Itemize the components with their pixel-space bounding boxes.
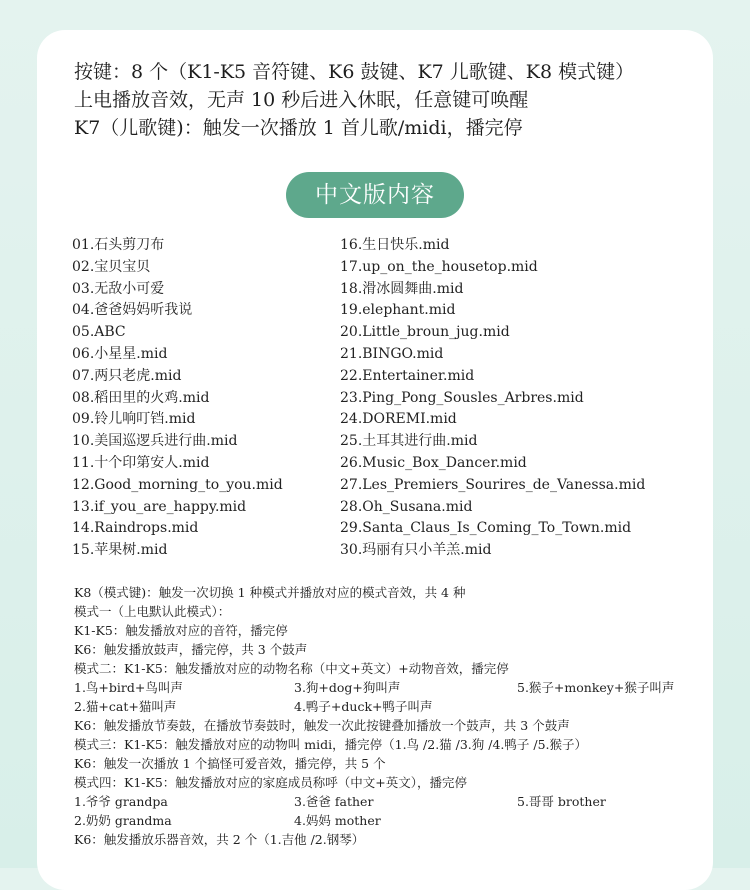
song-item: 19.elephant.mid	[340, 302, 456, 319]
song-item: 10.美国巡逻兵进行曲.mid	[72, 433, 238, 450]
mode-k8-description: K8（模式键)：触发一次切换 1 种模式并播放对应的模式音效，共 4 种	[74, 585, 466, 600]
song-item: 17.up_on_the_housetop.mid	[340, 258, 538, 275]
animal-item: 5.猴子+monkey+猴子叫声	[517, 680, 675, 695]
song-item: 23.Ping_Pong_Sousles_Arbres.mid	[340, 389, 584, 406]
intro-line-k7: K7（儿歌键)：触发一次播放 1 首儿歌/midi，播完停	[74, 117, 523, 139]
chinese-version-badge: 中文版内容	[286, 172, 464, 218]
song-item: 22.Entertainer.mid	[340, 367, 475, 384]
animal-item: 2.猫+cat+猫叫声	[74, 699, 177, 714]
song-list-left	[72, 235, 283, 562]
song-item: 30.玛丽有只小羊羔.mid	[340, 542, 492, 559]
animal-item: 1.鸟+bird+鸟叫声	[74, 680, 183, 695]
song-item: 03.无敌小可爱	[72, 280, 165, 297]
mode-four-family-row-2	[74, 811, 587, 830]
song-item: 20.Little_broun_jug.mid	[340, 324, 510, 341]
song-item: 04.爸爸妈妈听我说	[72, 302, 193, 319]
animal-item: 3.狗+dog+狗叫声	[294, 680, 401, 695]
mode-four-title: 模式四：K1-K5：触发播放对应的家庭成员称呼（中文+英文），播完停	[74, 775, 468, 790]
song-item: 28.Oh_Susana.mid	[340, 498, 473, 515]
family-item: 3.爸爸 father	[294, 794, 374, 809]
mode-two-animals-row-2	[74, 697, 587, 716]
intro-line-keys: 按键：8 个（K1-K5 音符键、K6 鼓键、K7 儿歌键、K8 模式键）	[74, 61, 635, 83]
intro-section	[74, 58, 634, 142]
song-item: 02.宝贝宝贝	[72, 258, 151, 275]
song-item: 21.BINGO.mid	[340, 345, 444, 362]
song-item: 11.十个印第安人.mid	[72, 454, 210, 471]
song-item: 15.苹果树.mid	[72, 542, 168, 559]
song-item: 14.Raindrops.mid	[72, 520, 199, 537]
mode-four-family-row-1	[74, 792, 606, 811]
animal-item: 4.鸭子+duck+鸭子叫声	[294, 699, 433, 714]
song-item: 01.石头剪刀布	[72, 237, 165, 253]
song-item: 07.两只老虎.mid	[72, 367, 182, 384]
mode-three-k6: K6：触发一次播放 1 个搞怪可爱音效，播完停，共 5 个	[74, 756, 386, 771]
song-item: 16.生日快乐.mid	[340, 237, 450, 253]
song-item: 26.Music_Box_Dancer.mid	[340, 454, 527, 471]
intro-line-sleep: 上电播放音效，无声 10 秒后进入休眠，任意键可唤醒	[74, 89, 529, 111]
mode-four-k6: K6：触发播放乐器音效，共 2 个（1.吉他 /2.钢琴）	[74, 832, 365, 847]
mode-two-title: 模式二：K1-K5：触发播放对应的动物名称（中文+英文）+动物音效，播完停	[74, 661, 509, 676]
mode-two-k6: K6：触发播放节奏鼓，在播放节奏鼓时，触发一次此按键叠加播放一个鼓声，共 3 个鼓声	[74, 718, 570, 733]
song-item: 27.Les_Premiers_Sourires_de_Vanessa.mid	[340, 476, 646, 493]
family-item: 4.妈妈 mother	[294, 813, 381, 828]
song-item: 18.滑冰圆舞曲.mid	[340, 280, 464, 297]
song-item: 25.土耳其进行曲.mid	[340, 433, 478, 450]
song-item: 12.Good_morning_to_you.mid	[72, 476, 283, 493]
mode-one-k6: K6：触发播放鼓声，播完停，共 3 个鼓声	[74, 642, 308, 657]
mode-one-title: 模式一（上电默认此模式）：	[74, 604, 231, 619]
family-item: 2.奶奶 grandma	[74, 813, 172, 828]
mode-three-title: 模式三：K1-K5：触发播放对应的动物叫 midi，播完停（1.鸟 /2.猫 /3.狗 /4.鸭子 /5.猴子）	[74, 737, 588, 752]
mode-section	[74, 583, 675, 849]
song-item: 09.铃儿响叮铛.mid	[72, 411, 196, 428]
mode-two-animals-row-1	[74, 678, 675, 697]
family-item: 1.爷爷 grandpa	[74, 794, 168, 809]
song-item: 08.稻田里的火鸡.mid	[72, 389, 210, 406]
family-item: 5.哥哥 brother	[517, 794, 606, 809]
song-item: 29.Santa_Claus_Is_Coming_To_Town.mid	[340, 520, 632, 537]
song-item: 05.ABC	[72, 324, 126, 341]
song-item: 06.小星星.mid	[72, 345, 168, 362]
song-item: 13.if_you_are_happy.mid	[72, 498, 247, 515]
mode-one-k1-k5: K1-K5：触发播放对应的音符，播完停	[74, 623, 288, 638]
song-list-right	[340, 235, 645, 562]
song-item: 24.DOREMI.mid	[340, 411, 457, 428]
